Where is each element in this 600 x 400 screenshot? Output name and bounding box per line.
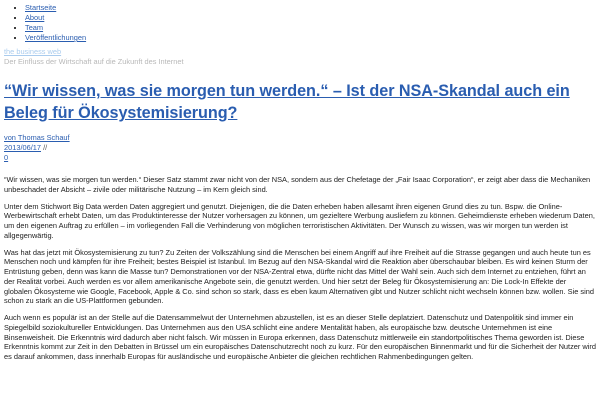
post-paragraph-2: Unter dem Stichwort Big Data werden Daten aggregiert und genutzt. Diejenigen, die die Daten erheben haben allesamt ihren eigenen Grund dies zu tun. Bspw. die Online-Werbewirtschaft erhebt Daten, um das Produktinteresse der Nutzer vorhersagen zu können, um gezieltere Werbung ausliefern zu können. Geheimdienste erheben wiederum Daten, um den eigenen Auftrag zu erfüllen – im vorliegenden Fall die Verhinderung von möglichen terroristischen Aktivitäten. Der Wunsch zu wissen, was wir morgen tun werden ist allgegenwärtig. [4,201,595,240]
nav-item-startseite [25,3,596,13]
post-title-link[interactable]: “Wir wissen, was sie morgen tun werden.“ – Ist der NSA-Skandal auch ein Beleg für Ökosystemisierung? [4,82,570,122]
page-wrapper [4,3,596,362]
site-title-link[interactable]: the business web [4,47,62,56]
post-paragraph-3: Was hat das jetzt mit Ökosystemisierung zu tun? Zu Zeiten der Volkszählung sind die Menschen bei einem Angriff auf ihre Freiheit auf die Strasse gegangen und auch heute tun es Menschen noch und kämpfen für ihre Freiheit; bestes Beispiel ist Istanbul. Im Bezug auf den NSA-Skandal wird die Reaktion aber überschaubar bleiben. Es wird keinen Sturm der Entrüstung geben, denn was kann die Masse tun? Demonstrationen vor der NSA-Zentral etwa, dürfte nicht das Mittel der Wahl sein. Auch sich dem Internet zu entziehen, führt an der Realität vorbei. Auch werden es vor allem amerikanische Angebote sein, die genutzt werden. Und hier setzt der Beleg für Ökosystemisierung an: Die Lock-In Effekte der globalen Ökosysteme wie Google, Facebook, Apple & Co. sind schon so stark, dass es eben kaum Alternativen gibt und Nutzer schlicht nicht wechseln können bzw. wollen. Sie sind schon zu stark an die US-Plattformen gebunden. [4,247,594,306]
nav-item-team [25,23,596,33]
date-link[interactable]: 2013/06/17 [4,143,41,152]
nav-item-about [25,13,596,23]
post-paragraph-4: Auch wenn es populär ist an der Stelle auf die Datensammelwut der Unternehmen abzustellen, ist es an dieser Stelle deplatziert. Datenschutz und Datenpolitik sind immer ein Spiegelbild soziokultureller Entwicklungen. Das Unternehmen aus den USA schlicht eine andere Mentalität haben, als europäische bzw. deutsche Unternehmen ist eine Binsenweisheit. Die Erkenntnis wird dadurch aber nicht falsch. Wir müssen in Europa erkennen, dass Datenschutz mittlerweile ein standortpolitisches Thema geworden ist. Diese Erkenntnis kommt zur Zeit in den Debatten in Brüssel um ein europäisches Datenschutzrecht noch zu kurz. Für den europäischen Binnenmarkt und für die Sicherheit der Nutzer wird es darauf ankommen, dass innerhalb Europas für ausländische und europäische Anbieter die gleichen rechtlichen Rahmenbedingungen gelten. [4,313,596,362]
site-description: Der Einfluss der Wirtschaft auf die Zukunft des Internet [4,57,184,66]
comments-count-link[interactable]: 0 [4,153,9,162]
nav-link-about[interactable]: About [25,13,45,22]
nav-link-veroeffentlichungen[interactable]: Veröffentlichungen [25,33,87,42]
nav-item-veroeffentlichungen [25,33,596,43]
main-navigation [4,3,596,43]
nav-link-startseite[interactable]: Startseite [25,3,57,12]
author-link[interactable]: von Thomas Schauf [4,133,70,142]
date-separator: // [43,143,48,152]
post-paragraph-1: “Wir wissen, was sie morgen tun werden.“ Dieser Satz stammt zwar nicht von der NSA, sondern aus der Chefetage der „Fair Isaac Corporation“, er zeigt aber dass die Mechaniken unbeschadet der Absicht – zivile oder militärische Nutzung – im Kern gleich sind. [4,175,591,194]
post-meta [4,133,596,163]
nav-link-team[interactable]: Team [25,23,44,32]
